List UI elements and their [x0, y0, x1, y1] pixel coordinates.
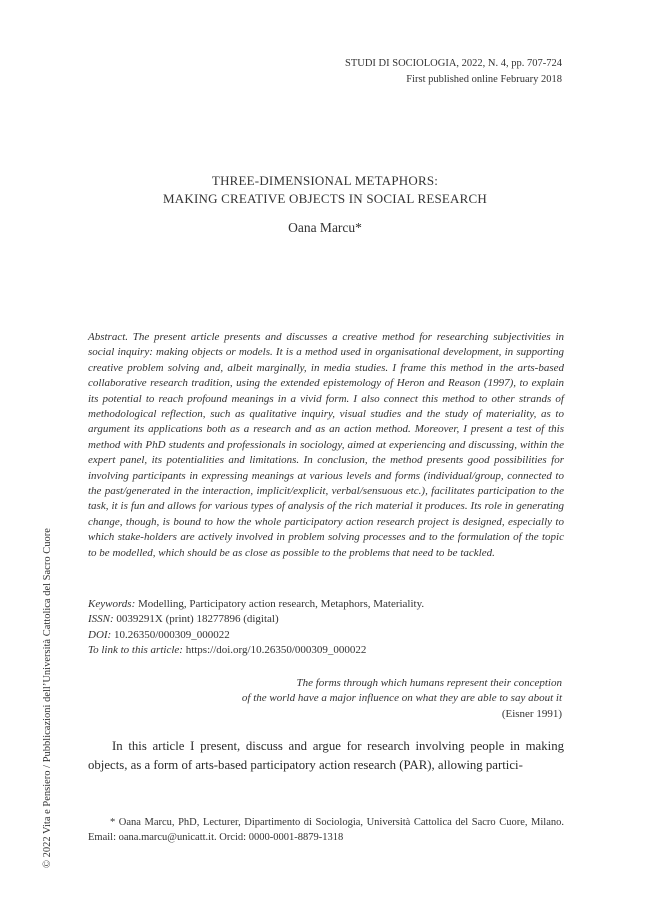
issn-row [88, 612, 564, 627]
abstract: Abstract. The present article presents and discusses a creative method for researching subjectivities in social inquiry: making objects or models. It is a method used in organisational development, in supporting creative problem solving and, albeit marginally, in media studies. I frame this method in the arts-based collaborative research tradition, using the extended epistemology of Heron and Reason (1997), to explain its potential to reach profound meanings in a vivid form. I also connect this method to other strands of methodological reflection, such as qualitative inquiry, visual studies and the study of materiality, as to argument its applications both as a research and as an action method. Moreover, I present a test of this method with PhD students and professionals in sociology, aimed at experiencing and discussing, within the expert panel, its potentialities and limitations. In conclusion, the method presents good possibilities for involving participants in expressing meanings at various levels and forms (individual/group, connected to the past/generated in the interaction, implicit/explicit, verbal/sensuous etc.), facilitates participation to the task, it is fun and allows for various types of analysis of the rich material it produces. Its role in generating change, though, is bound to how the whole participatory action research project is designed, especially to which stake-holders are actively involved in problem solving processes and to the formulation of the topic to be modelled, which should be as close as possible to the problems that need to be tackled. [88, 331, 564, 559]
author-footnote: * Oana Marcu, PhD, Lecturer, Dipartimento di Sociologia, Università Cattolica del Sacro Cuore, Milano. Email: oana.marcu@unicatt.it. Orcid: 0000-0001-8879-1318 [88, 817, 564, 843]
title-line-2: MAKING CREATIVE OBJECTS IN SOCIAL RESEARCH [163, 191, 487, 206]
article-metadata [88, 597, 564, 659]
title-line-1: THREE-DIMENSIONAL METAPHORS: [211, 173, 439, 188]
journal-header [142, 56, 562, 88]
doi-row [88, 628, 564, 643]
keywords-label: Keywords: [88, 598, 136, 610]
doi-value: 10.26350/000309_000022 [113, 628, 230, 641]
issn-label: ISSN: [88, 613, 114, 626]
link-label: To link to this article: [88, 644, 183, 657]
article-link[interactable]: https://doi.org/10.26350/000309_000022 [185, 644, 367, 657]
copyright-sidebar: © 2022 Vita e Pensiero / Pubblicazioni dell’Università Cattolica del Sacro Cuore [42, 528, 53, 868]
publication-date: First published online February 2018 [406, 74, 562, 85]
epigraph [142, 676, 562, 722]
epigraph-citation: (Eisner 1991) [501, 707, 562, 720]
keywords-value: Modelling, Participatory action research, Metaphors, Materiality. [138, 598, 425, 610]
doi-label: DOI: [88, 628, 112, 641]
keywords-row [88, 597, 564, 612]
issn-value: 0039291X (print) 18277896 (digital) [116, 613, 279, 626]
journal-citation: STUDI DI SOCIOLOGIA, 2022, N. 4, pp. 707-724 [345, 58, 562, 69]
author-name: Oana Marcu* [288, 220, 362, 235]
epigraph-line-2: of the world have a major influence on what they are able to say about it [241, 692, 562, 705]
article-title [0, 172, 650, 208]
link-row [88, 643, 564, 658]
body-paragraph: In this article I present, discuss and argue for research involving people in making objects, as a form of arts-based participatory action research (PAR), allowing partici- [88, 739, 564, 772]
epigraph-line-1: The forms through which humans represent their conception [296, 677, 562, 689]
